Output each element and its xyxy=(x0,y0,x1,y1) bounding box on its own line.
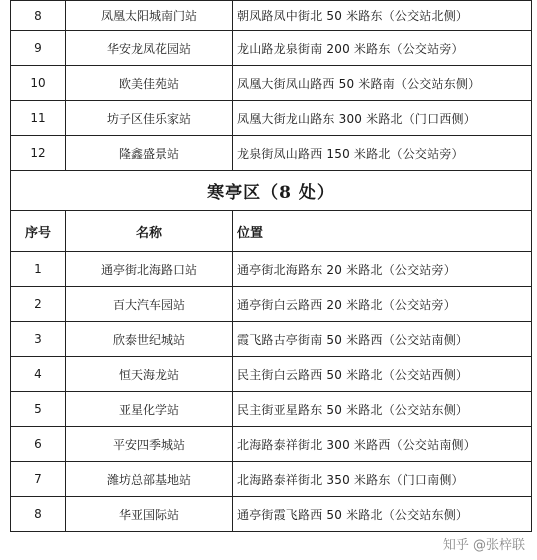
row-number: 9 xyxy=(11,31,66,66)
row-number: 8 xyxy=(11,497,66,532)
row-number: 3 xyxy=(11,322,66,357)
table-row xyxy=(11,287,532,322)
header-row xyxy=(11,211,532,252)
station-name: 通亭街北海路口站 xyxy=(66,252,233,287)
station-location: 民主街亚星路东 50 米路北（公交站东侧） xyxy=(233,392,532,427)
table-row xyxy=(11,101,532,136)
header-location: 位置 xyxy=(233,211,532,252)
table-row xyxy=(11,392,532,427)
row-number: 4 xyxy=(11,357,66,392)
station-name: 百大汽车园站 xyxy=(66,287,233,322)
station-name: 平安四季城站 xyxy=(66,427,233,462)
watermark: 知乎 @张梓联 xyxy=(439,533,529,554)
row-number: 5 xyxy=(11,392,66,427)
row-number: 10 xyxy=(11,66,66,101)
table-row xyxy=(11,322,532,357)
station-name: 欣泰世纪城站 xyxy=(66,322,233,357)
row-number: 8 xyxy=(11,1,66,31)
station-name: 潍坊总部基地站 xyxy=(66,462,233,497)
station-location: 霞飞路古亭街南 50 米路西（公交站南侧） xyxy=(233,322,532,357)
table-row xyxy=(11,252,532,287)
station-name: 华安龙凤花园站 xyxy=(66,31,233,66)
station-location: 朝凤路凤中街北 50 米路东（公交站北侧） xyxy=(233,1,532,31)
station-name: 恒天海龙站 xyxy=(66,357,233,392)
station-location: 北海路泰祥街北 350 米路东（门口南侧） xyxy=(233,462,532,497)
station-location: 通亭街北海路东 20 米路北（公交站旁） xyxy=(233,252,532,287)
station-location: 凤凰大街龙山路东 300 米路北（门口西侧） xyxy=(233,101,532,136)
row-number: 11 xyxy=(11,101,66,136)
table-row xyxy=(11,66,532,101)
table-row xyxy=(11,31,532,66)
station-location: 民主街白云路西 50 米路北（公交站西侧） xyxy=(233,357,532,392)
header-name: 名称 xyxy=(66,211,233,252)
station-location: 北海路泰祥街北 300 米路西（公交站南侧） xyxy=(233,427,532,462)
station-name: 华亚国际站 xyxy=(66,497,233,532)
station-location: 通亭街白云路西 20 米路北（公交站旁） xyxy=(233,287,532,322)
section-title-row xyxy=(11,171,532,211)
row-number: 12 xyxy=(11,136,66,171)
station-location: 龙山路龙泉街南 200 米路东（公交站旁） xyxy=(233,31,532,66)
station-name: 坊子区佳乐家站 xyxy=(66,101,233,136)
table-row xyxy=(11,1,532,31)
row-number: 7 xyxy=(11,462,66,497)
station-location: 龙泉街凤山路西 150 米路北（公交站旁） xyxy=(233,136,532,171)
table-row xyxy=(11,357,532,392)
station-location: 通亭街霞飞路西 50 米路北（公交站东侧） xyxy=(233,497,532,532)
station-name: 亚星化学站 xyxy=(66,392,233,427)
row-number: 1 xyxy=(11,252,66,287)
station-location: 凤凰大街凤山路西 50 米路南（公交站东侧） xyxy=(233,66,532,101)
table-row xyxy=(11,136,532,171)
station-name: 凤凰太阳城南门站 xyxy=(66,1,233,31)
table-row xyxy=(11,462,532,497)
station-table xyxy=(10,0,532,532)
section-title: 寒亭区（8 处） xyxy=(11,171,532,211)
station-name: 隆鑫盛景站 xyxy=(66,136,233,171)
table-row xyxy=(11,497,532,532)
row-number: 6 xyxy=(11,427,66,462)
row-number: 2 xyxy=(11,287,66,322)
header-number: 序号 xyxy=(11,211,66,252)
station-name: 欧美佳苑站 xyxy=(66,66,233,101)
table-row xyxy=(11,427,532,462)
